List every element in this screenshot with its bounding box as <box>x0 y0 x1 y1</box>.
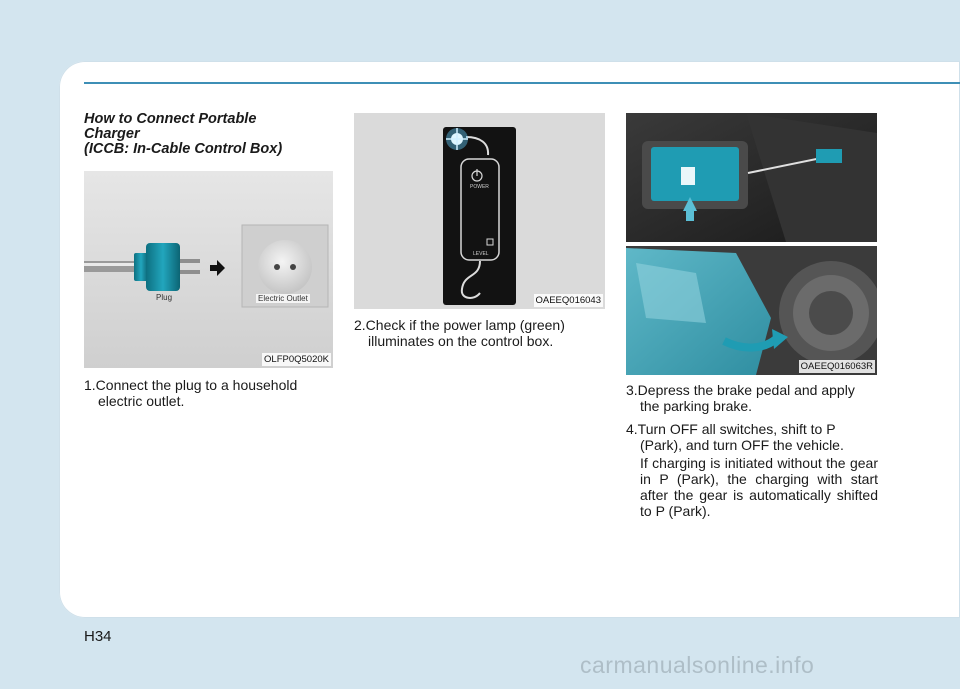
heading-line-1: How to Connect Portable <box>84 111 257 127</box>
step-1-first-line: 1.Connect the plug to a household <box>84 377 298 393</box>
figure-control-box <box>354 113 605 309</box>
step-1-continuation: electric outlet. <box>98 393 185 409</box>
step-2-first-line: 2.Check if the power lamp (green) <box>354 317 565 333</box>
heading-line-3: (ICCB: In-Cable Control Box) <box>84 141 283 157</box>
step-4-continuation: (Park), and turn OFF the vehicle. <box>640 437 844 453</box>
section-top-rule <box>84 82 960 84</box>
figure-3-code: OAEEQ016063R <box>800 361 873 372</box>
step-4 <box>626 421 878 453</box>
heading-line-2: Charger <box>84 126 140 142</box>
step-1 <box>84 377 334 409</box>
section-heading <box>84 112 334 157</box>
level-label: LEVEL <box>473 251 489 257</box>
control-box-illustration <box>354 113 605 309</box>
figure-2-code: OAEEQ016043 <box>535 295 601 306</box>
page-number: H34 <box>84 628 112 645</box>
figure-1-code: OLFP0Q5020K <box>264 354 329 365</box>
park-note: If charging is initiated without the gear in P (Park), the charging with start after the gear is automatically shifted to P (Park). <box>640 455 878 519</box>
figure-plug-outlet <box>84 171 333 368</box>
outlet-label: Electric Outlet <box>258 294 308 303</box>
step-2 <box>354 317 605 349</box>
plug-outlet-illustration <box>84 171 333 368</box>
power-label: POWER <box>470 184 489 190</box>
watermark: carmanualsonline.info <box>580 652 815 678</box>
plug-label: Plug <box>156 293 173 302</box>
step-2-continuation: illuminates on the control box. <box>368 333 554 349</box>
charge-door-illustration <box>626 113 877 375</box>
step-4-first-line: 4.Turn OFF all switches, shift to P <box>626 421 836 437</box>
step-3-continuation: the parking brake. <box>640 398 753 414</box>
step-3 <box>626 382 878 414</box>
step-3-first-line: 3.Depress the brake pedal and apply <box>626 382 855 398</box>
figure-charge-door <box>626 113 877 375</box>
